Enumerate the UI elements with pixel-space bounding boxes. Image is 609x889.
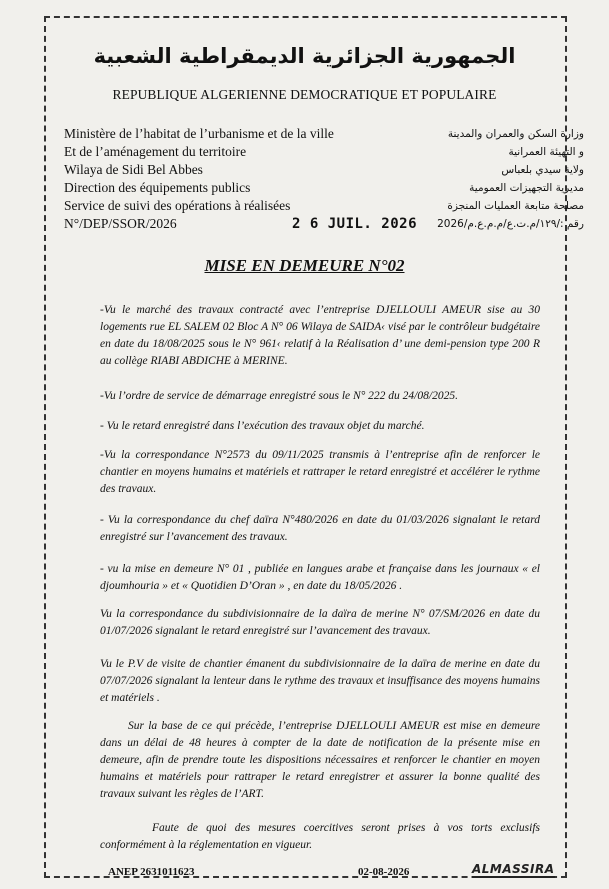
- paragraph: Faute de quoi des mesures coercitives seront prises à vos torts exclusifs conformément à la réglementation en vigueur.: [100, 822, 540, 851]
- french-title: REPUBLIQUE ALGERIENNE DEMOCRATIQUE ET POPULAIRE: [112, 87, 497, 102]
- date-stamp: 2 6 JUIL. 2026: [292, 216, 418, 232]
- paragraph: Sur la base de ce qui précède, l’entreprise DJELLOULI AMEUR est mise en demeure dans un délai de 48 heures à compter de la date de notification de la présente mise en demeure, afin de prendre toute les dispositions nécessaires et renforcer le chantier en moyen humains et matériels pour rattraper le retard enregistrer et assurer la bonne qualité des travaux suivant les règles de l’ART.: [100, 720, 540, 800]
- ministry-line-2: Et de l’aménagement du territoire: [64, 144, 247, 159]
- paragraph: Vu le P.V de visite de chantier émanent du subdivisionnaire de la daïra de merine en date du 07/07/2026 signalant la lenteur dans le rythme des travaux et insuffisance des moyens humains et matériels .: [100, 658, 540, 704]
- paragraph: - Vu le retard enregistré dans l’exécution des travaux objet du marché.: [100, 420, 425, 432]
- paragraph: -Vu le marché des travaux contracté avec l’entreprise DJELLOULI AMEUR sise au 30 logements rue EL SALEM 02 Bloc A N° 06 Wilaya de SAIDA‹ visé par le contrôleur budgétaire en date du 18/08/2025 sous le N° 961‹ relatif à la Réalisation d’ une demi-pension type 200 R au collège RIABI ABDICHE à MERINE.: [100, 304, 540, 367]
- service-line: Service de suivi des opérations à réalisées: [64, 198, 291, 213]
- reference-line: N°/DEP/SSOR/2026: [64, 216, 177, 231]
- paragraph: -Vu l’ordre de service de démarrage enregistré sous le N° 222 du 24/08/2025.: [100, 390, 458, 402]
- ar-ministry-line: وزارة السكن والعمران والمدينة: [447, 128, 584, 140]
- ar-direction-line: مديرية التجهيزات العمومية: [469, 182, 584, 194]
- paragraph: -Vu la correspondance N°2573 du 09/11/2025 transmis à l’entreprise afin de renforcer le chantier en moyens humains et matériels et rattraper le retard enregistré et accélérer le rythme des travaux.: [100, 449, 540, 495]
- wilaya-line: Wilaya de Sidi Bel Abbes: [64, 162, 203, 177]
- ministry-line: Ministère de l’habitat de l’urbanisme et de la ville: [64, 126, 334, 141]
- ar-ministry-line-2: و التهيئة العمرانية: [508, 146, 584, 158]
- document-heading: MISE EN DEMEURE N°02: [204, 256, 405, 275]
- paragraph: Vu la correspondance du subdivisionnaire de la daïra de merine N° 07/SM/2026 en date du 01/07/2026 signalant le retard enregistré sur l’avancement des travaux.: [100, 608, 540, 637]
- direction-line: Direction des équipements publics: [64, 180, 251, 195]
- newspaper-logo: ALMASSIRA: [472, 862, 555, 876]
- paragraph: - vu la mise en demeure N° 01 , publiée en langues arabe et française dans les journaux « el djoumhouria » et « Quotidien D’Oran » , en date du 18/05/2026 .: [100, 563, 540, 592]
- ar-reference-line: رقم :/١٢٩/م.ت.ع/م.م.ع.م/2026: [437, 218, 584, 230]
- paragraph: - Vu la correspondance du chef daïra N°480/2026 en date du 01/03/2026 signalant le retard enregistré sur l’avancement des travaux.: [100, 514, 540, 543]
- ar-wilaya-line: ولاية سيدي بلعباس: [501, 164, 584, 176]
- ar-service-line: مصلحة متابعة العمليات المنجزة: [447, 200, 584, 212]
- arabic-title: الجمهورية الجزائرية الديمقراطية الشعبية: [93, 44, 516, 68]
- publication-date: 02-08-2026: [358, 866, 410, 878]
- anep-reference: ANEP 2631011623: [108, 866, 195, 878]
